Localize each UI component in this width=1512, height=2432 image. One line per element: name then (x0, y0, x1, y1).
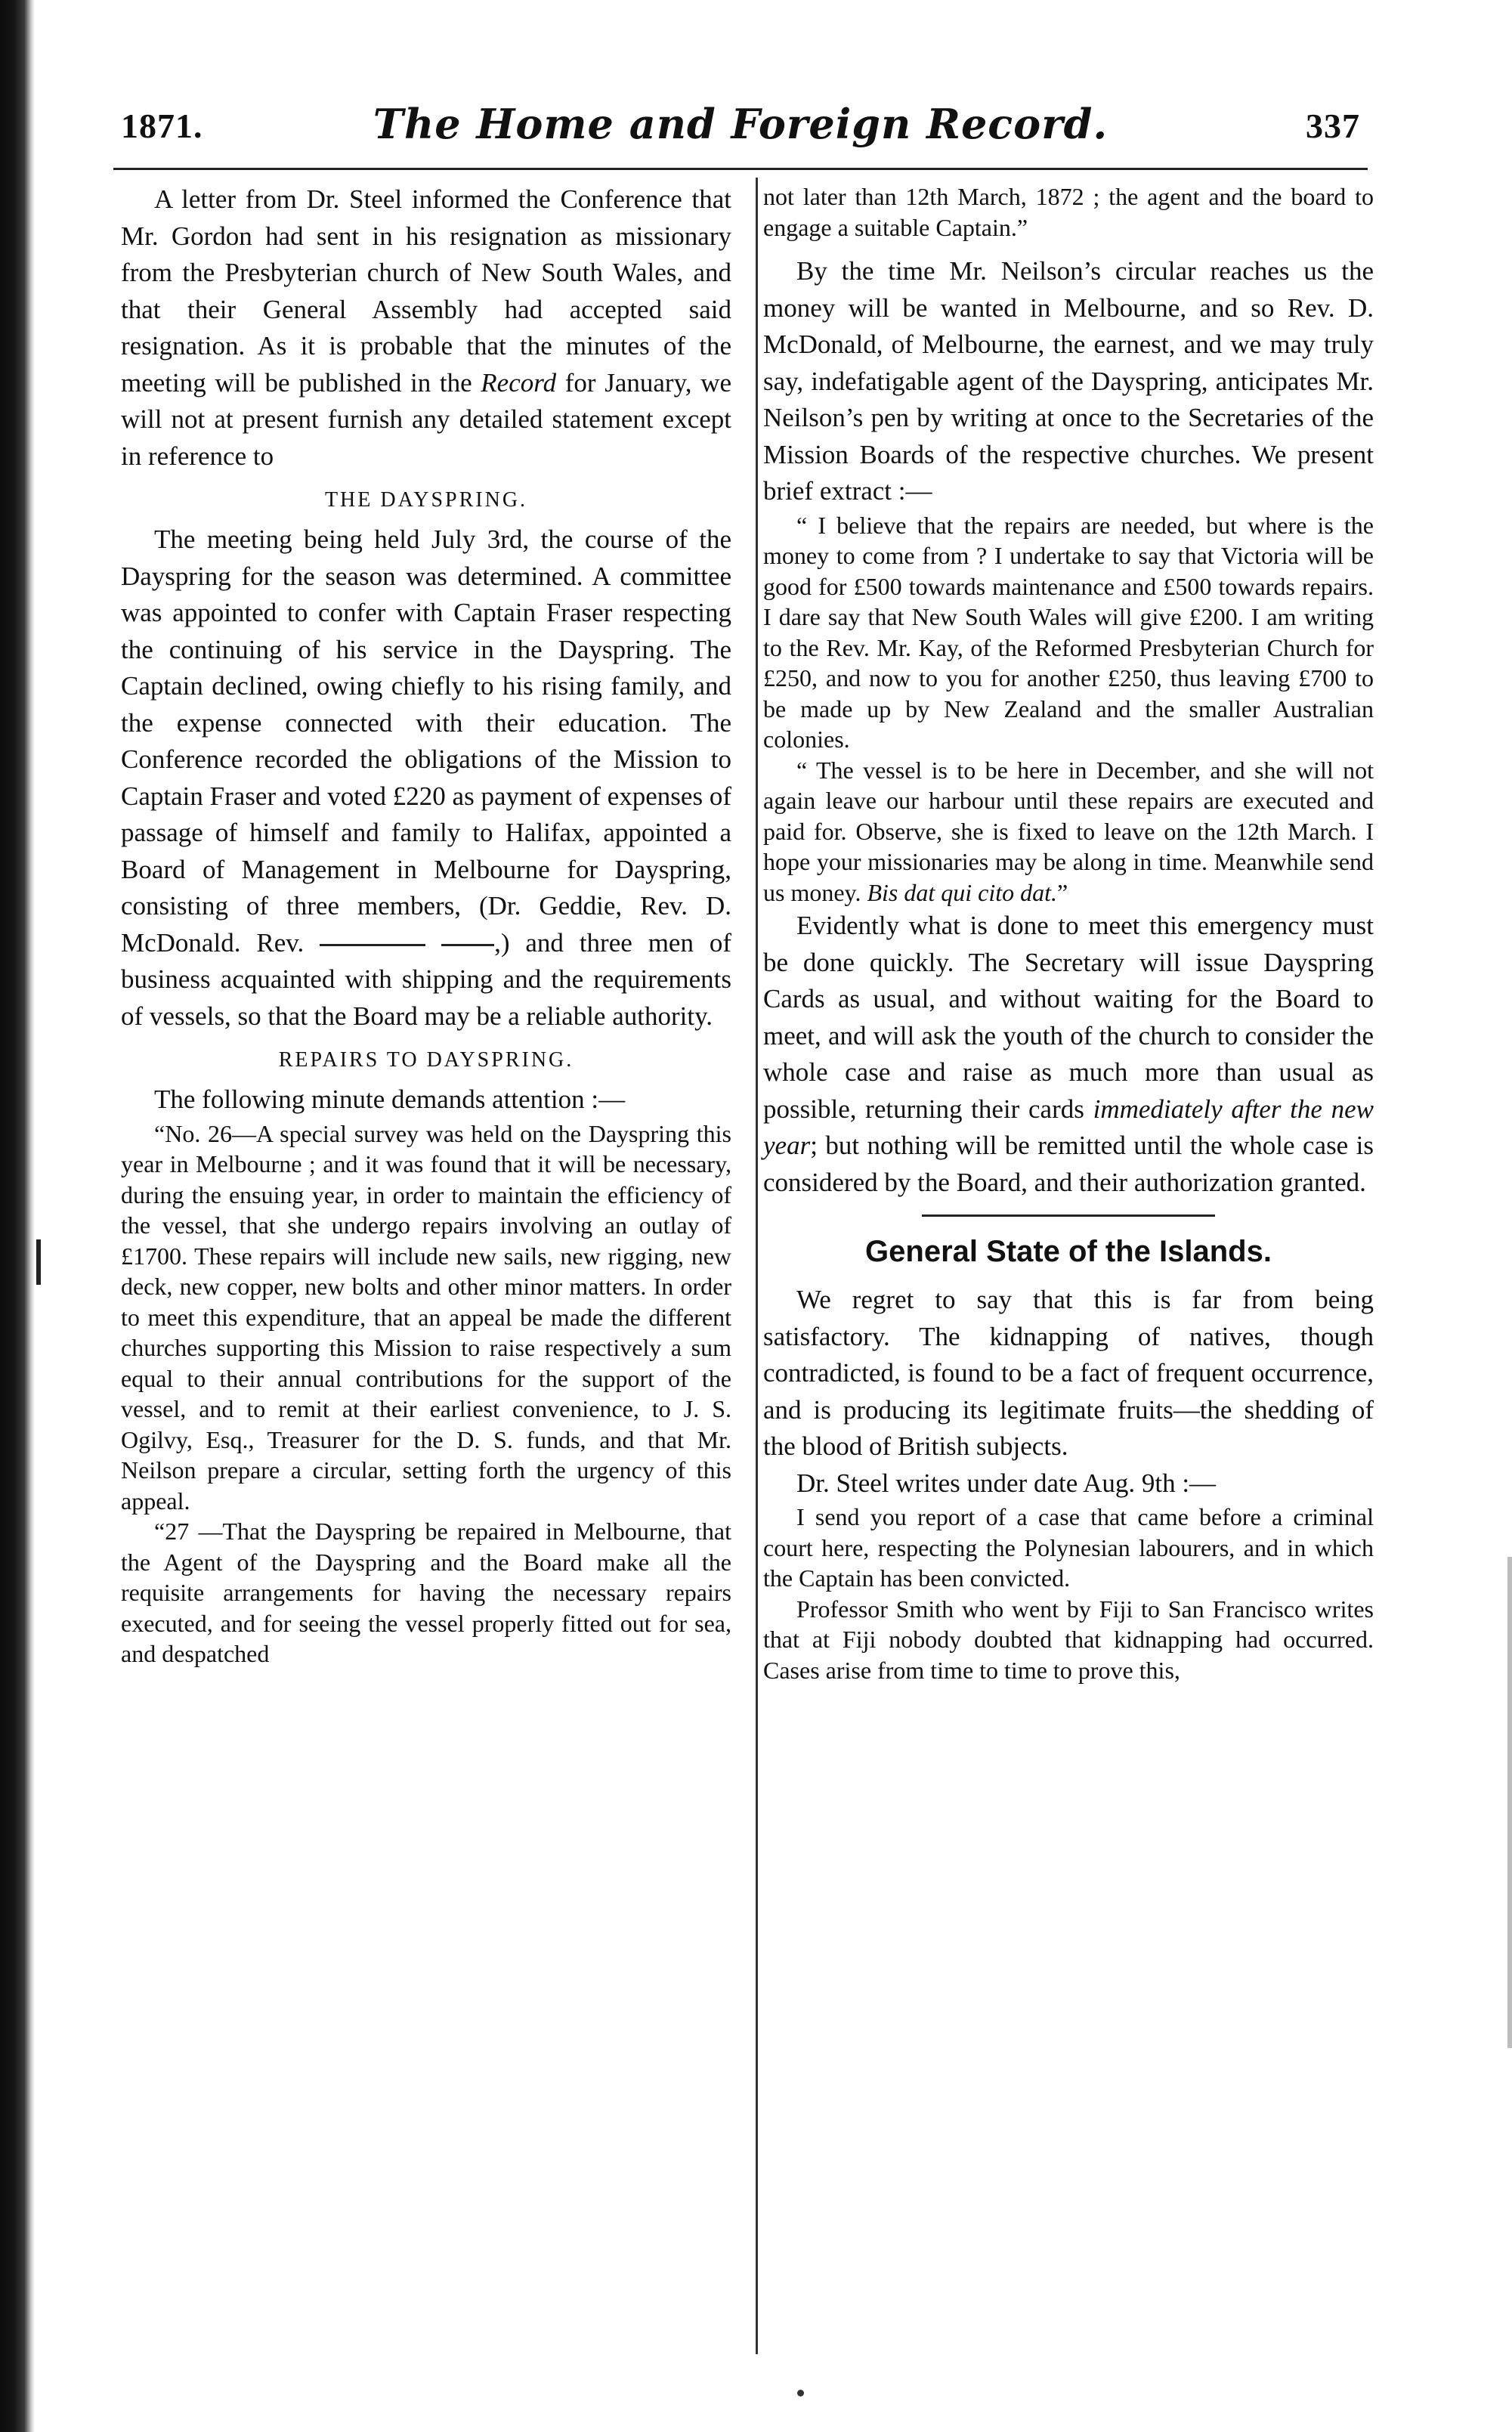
paragraph-dayspring-meeting: The meeting being held July 3rd, the course of the Dayspring for the season was determined. A committee was appointed to confer with Captain Fraser respecting the continuing of his service in the Dayspring. The Captain declined, owing chiefly to his rising family, and the expense connected with their education. The Conference recorded the obligations of the Mission to Captain Fraser and voted £220 as payment of expenses of passage of himself and family to Halifax, appointed a Board of Management in Melbourne for Dayspring, consisting of three members, (Dr. Geddie, Rev. D. McDonald. Rev. ,) and three men of business acquainted with shipping and the requirements of vessels, so that the Board may be a reliable authority. (121, 524, 732, 1031)
left-column (121, 181, 731, 1669)
quote-mcdonald-letter: “ I believe that the repairs are needed, but where is the money to come from ? I undertake to say that Victoria will be good for £500 towards maintenance and £500 towards repairs. I dare say that New South Wales will give £200. I am writing to the Rev. Mr. Kay, of the Reformed Presbyterian Church for £250, and now to you for another £250, thus leaving £700 to be made up by New Zealand and the smaller Australian colonies. (763, 511, 1374, 753)
running-header (121, 98, 1360, 159)
ink-dot (797, 2390, 804, 2396)
quote-criminal-court: I send you report of a case that came before a criminal court here, respecting the Polynesian labourers, and in which the Captain has been convicted. (763, 1503, 1374, 1592)
column-divider (756, 178, 758, 2354)
page-edge-shadow (1507, 1557, 1512, 2048)
paragraph-gordon-resignation: A letter from Dr. Steel informed the Conference that Mr. Gordon had sent in his resignation as missionary from the Presbyterian church of New South Wales, and that their General Assembly had accepted said resignation. As it is probable that the minutes of the meeting will be published in the Record for January, we will not at present furnish any detailed statement except in reference to (121, 184, 732, 471)
book-spine-shadow (0, 0, 35, 2432)
section-rule (922, 1214, 1215, 1217)
quote-professor-smith: Professor Smith who went by Fiji to San Francisco writes that at Fiji nobody doubted that kidnapping had occurred. Cases arise from time to time to prove this, (763, 1595, 1374, 1684)
quote-minute-27: “27 —That the Dayspring be repaired in Melbourne, that the Agent of the Dayspring and the Board make all the requisite arrangements for having the necessary repairs executed, and for seeing the vessel properly fitted out for sea, and despatched (121, 1518, 731, 1667)
paragraph-minute-intro: The following minute demands attention :— (154, 1084, 626, 1114)
blank-line (320, 944, 425, 946)
quote-vessel-schedule: “ The vessel is to be here in December, and she will not again leave our harbour until these repairs are executed and paid for. Observe, she is fixed to leave on the 12th March. I hope your missionaries may be along in time. Meanwhile send us money. Bis dat qui cito dat.” (763, 756, 1374, 906)
paragraph-steel-writes: Dr. Steel writes under date Aug. 9th :— (796, 1468, 1217, 1498)
heading-repairs: REPAIRS TO DAYSPRING. (278, 1048, 574, 1072)
heading-dayspring: THE DAYSPRING. (324, 488, 528, 512)
paragraph-neilson-circular: By the time Mr. Neilson’s circular reaches us the money will be wanted in Melbourne, and so Rev. D. McDonald, of Melbourne, the earnest, and we may truly say, indefatigable agent of the Dayspring, anticipates Mr. Neilson’s pen by writing at once to the Secretaries of the Mission Boards of the respective churches. We present brief extract :— (763, 256, 1374, 506)
paragraph-dayspring-cards: Evidently what is done to meet this emergency must be done quickly. The Secretary will issue Dayspring Cards as usual, and without waiting for the Board to meet, and will ask the youth of the church to consider the whole case and raise as much more than usual as possible, returning their cards immediately after the new year; but nothing will be remitted until the whole case is considered by the Board, and their authorization granted. (763, 911, 1374, 1197)
page-number: 337 (1306, 107, 1360, 145)
section-title-islands: General State of the Islands. (865, 1235, 1272, 1268)
header-rule (113, 168, 1368, 170)
journal-title: The Home and Foreign Record. (373, 100, 1108, 148)
right-column (763, 181, 1374, 1685)
quote-minute-26: “No. 26—A special survey was held on the Dayspring this year in Melbourne ; and it was found that it will be necessary, during the ensuing year, in order to maintain the efficiency of the vessel, that she undergo repairs involving an outlay of £1700. These repairs will include new sails, new rigging, new deck, new copper, new bolts and other minor matters. In order to meet this expenditure, that an appeal be made the different churches supporting this Mission to raise respectively a sum equal to their annual contributions for the support of the vessel, and to remit at their earliest convenience, to J. S. Ogilvy, Esq., Treasurer for the D. S. funds, and that Mr. Neilson prepare a circular, setting forth the urgency of this appeal. (121, 1119, 731, 1515)
scan-speck (36, 1239, 41, 1285)
quote-minute-27-continued: not later than 12th March, 1872 ; the agent and the board to engage a suitable Captain.” (763, 183, 1374, 241)
header-year: 1871. (121, 107, 203, 145)
blank-line (441, 944, 494, 946)
paragraph-kidnapping: We regret to say that this is far from being satisfactory. The kidnapping of natives, though contradicted, is found to be a fact of frequent occurrence, and is producing its legitimate fruits—the shedding of the blood of British subjects. (763, 1285, 1374, 1461)
